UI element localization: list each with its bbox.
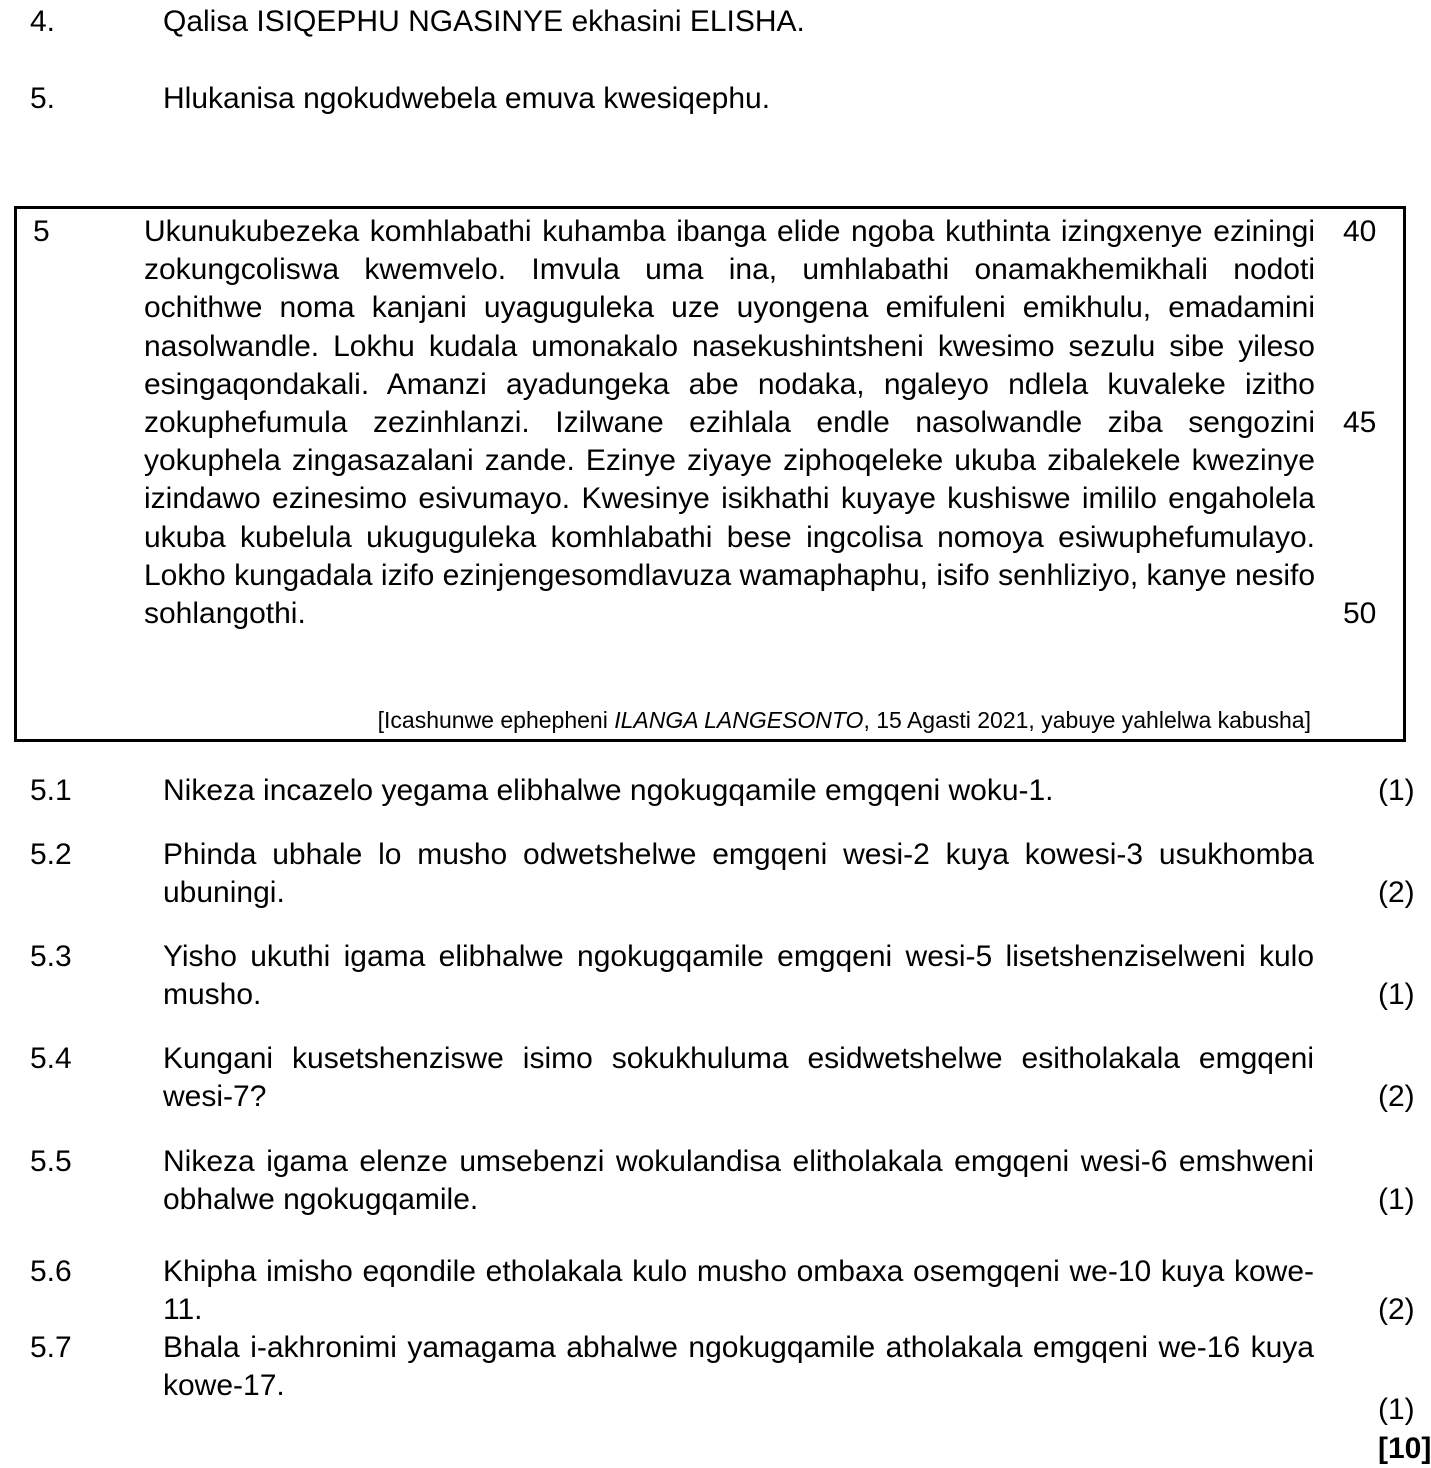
question-number: 5.3 <box>30 940 72 973</box>
source-prefix: [Icashunwe ephepheni <box>377 707 615 733</box>
question-number: 5.2 <box>30 838 72 871</box>
question-text: Kungani kusetshenziswe isimo sokukhuluma esidwetshelwe esitholakala emgqeni wesi-7? <box>163 1042 1314 1113</box>
passage-text: Ukunukubezeka komhlabathi kuhamba ibanga elide ngoba kuthinta izingxenye eziningi zokungcoliswa kwemvelo. Imvula uma ina, umhlabathi onamakhemikhali nodoti ochithwe noma kanjani uyaguguleka uze uyongena emifuleni emikhulu, emadamini nasolwandle. Lokhu kudala umonakalo nasekushintsheni kwesimo sezulu sibe yileso esingaqondakali. Amanzi ayadungeka abe nodaka, ngaleyo ndlela kuvaleke izitho zokuphefumula zezinhlanzi. Izilwane ezihlala endle nasolwandle ziba sengozini yokuphela zingasazalani zande. Ezinye ziyaye ziphoqeleke ukuba zibalekele kwezinye izindawo ezinesimo esivumayo. Kwesinye isikhathi kuyaye kushiswe imililo engaholela ukuba kubelula ukuguguleka komhlabathi bese ingcolisa nomoya esiwuphefumulayo. Lokho kungadala izifo ezinjengesomdlavuza wamaphaphu, isifo senhliziyo, kanye nesifo sohlangothi. <box>144 215 1315 631</box>
source-citation <box>378 706 1311 734</box>
question-number: 5.7 <box>30 1331 72 1364</box>
question-mark: (2) <box>1378 1080 1415 1113</box>
question-mark: (1) <box>1378 1183 1415 1216</box>
instruction-number: 5. <box>30 82 56 115</box>
question-number: 5.5 <box>30 1145 72 1178</box>
question-number: 5.1 <box>30 774 72 807</box>
question-text: Yisho ukuthi igama elibhalwe ngokugqamile emgqeni wesi-5 lisetshenziselweni kulo musho. <box>163 940 1314 1011</box>
instruction-text: Qalisa ISIQEPHU NGASINYE ekhasini ELISHA. <box>163 5 805 38</box>
question-number: 5.4 <box>30 1042 72 1075</box>
line-number: 40 <box>1343 215 1377 248</box>
question-mark: (1) <box>1378 774 1415 807</box>
question-text: Khipha imisho eqondile etholakala kulo musho ombaxa osemgqeni we-10 kuya kowe-11. <box>163 1255 1314 1326</box>
line-number: 50 <box>1343 596 1377 630</box>
question-text: Phinda ubhale lo musho odwetshelwe emgqeni wesi-2 kuya kowesi-3 usukhomba ubuningi. <box>163 838 1314 909</box>
question-text: Nikeza incazelo yegama elibhalwe ngokugqamile emgqeni woku-1. <box>163 774 1054 807</box>
source-newspaper: ILANGA LANGESONTO <box>614 707 864 733</box>
question-mark: (1) <box>1378 1393 1415 1426</box>
passage-box <box>14 206 1406 742</box>
question-text: Bhala i-akhronimi yamagama abhalwe ngokugqamile atholakala emgqeni we-16 kuya kowe-17. <box>163 1331 1314 1402</box>
source-suffix: , 15 Agasti 2021, yabuye yahlelwa kabusha] <box>863 707 1311 733</box>
instruction-number: 4. <box>30 5 56 38</box>
question-text: Nikeza igama elenze umsebenzi wokulandisa elitholakala emgqeni wesi-6 emshweni obhalwe ngokugqamile. <box>163 1145 1314 1216</box>
question-mark: (1) <box>1378 978 1415 1011</box>
question-number: 5.6 <box>30 1255 72 1288</box>
section-total: [10] <box>1378 1432 1431 1465</box>
instruction-text: Hlukanisa ngokudwebela emuva kwesiqephu. <box>163 82 771 115</box>
question-mark: (2) <box>1378 876 1415 909</box>
question-mark: (2) <box>1378 1293 1415 1326</box>
line-numbers <box>1343 213 1393 633</box>
line-number: 45 <box>1343 405 1377 439</box>
passage-number: 5 <box>33 215 50 248</box>
